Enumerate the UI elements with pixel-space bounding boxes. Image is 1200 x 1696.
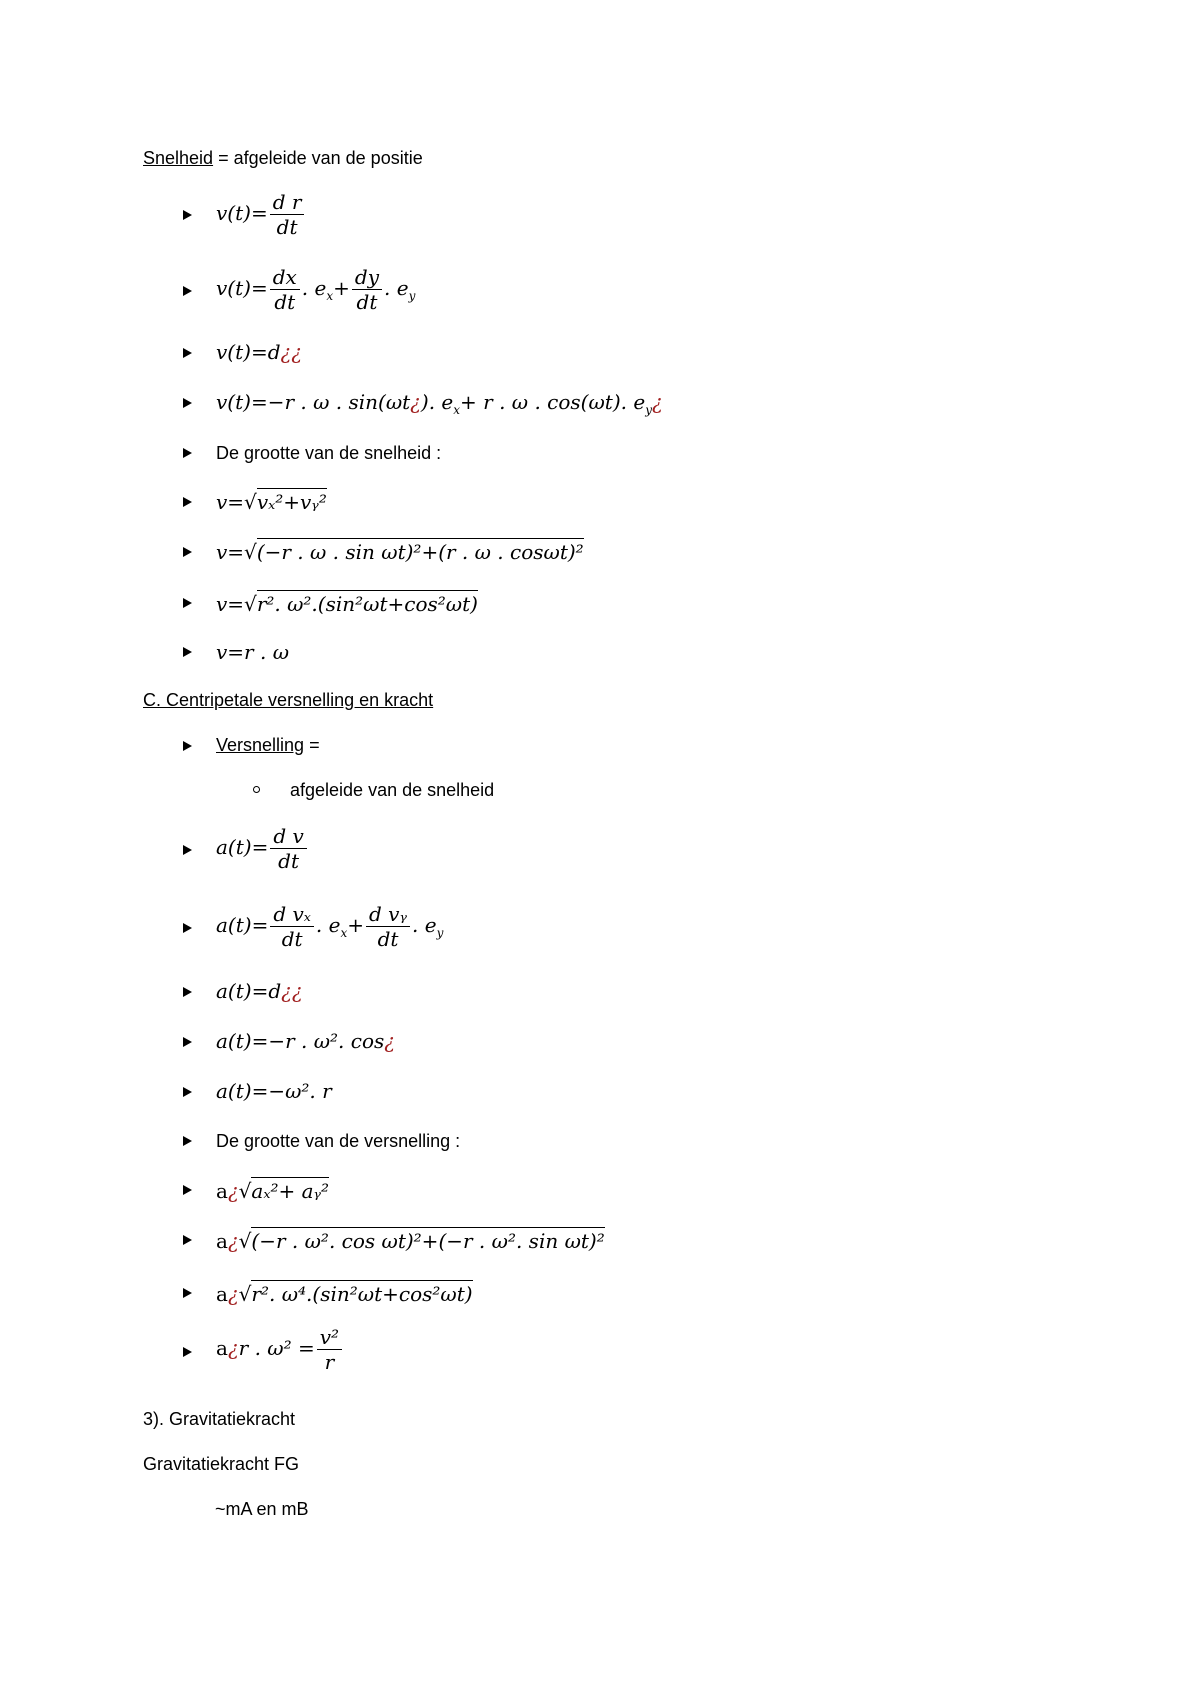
fraction (366, 902, 410, 951)
velocity-mag-3 (216, 590, 478, 616)
eq-lhs: v=√ (216, 490, 257, 514)
bullet-icon (183, 497, 192, 507)
velocity-heading-underlined: Snelheid (143, 148, 214, 168)
acceleration-subitem: afgeleide van de snelheid (290, 780, 495, 800)
eq-lhs: v=√ (216, 592, 257, 616)
bullet-icon (183, 741, 192, 751)
velocity-mag-4: v=r . ω (216, 640, 289, 664)
fraction-den: r (324, 1350, 335, 1374)
eq-part: . e (384, 276, 409, 300)
velocity-eq-4: v(t)=−r . ω . sin(ωt¿). $e_x+ r$ . ω . cos(ωt). $e_y¿$ (216, 390, 663, 417)
fraction-num: d vᵧ (366, 902, 410, 927)
bullet-icon (183, 845, 192, 855)
acceleration-eq-3 (216, 979, 303, 1003)
acceleration-eq-4 (216, 1029, 395, 1053)
fraction-num: d vₓ (270, 902, 314, 927)
bullet-icon (183, 348, 192, 358)
eq-part: a (216, 1179, 228, 1203)
eq-part: . e (412, 913, 437, 937)
bullet-icon (183, 448, 192, 458)
eq-glitch: ¿ (410, 390, 421, 414)
eq-glitch: ¿ (227, 1179, 239, 1203)
bullet-icon (183, 647, 192, 657)
fraction-den: dt (281, 927, 303, 951)
eq-part: a (216, 1229, 228, 1253)
eq-lhs: a(t)=d (216, 979, 282, 1003)
bullet-icon (183, 598, 192, 608)
eq-glitch: ¿¿ (280, 340, 302, 364)
fraction-num: dy (352, 265, 382, 290)
velocity-mag-2 (216, 538, 584, 564)
radicand: (−r . ω . sin ωt)²+(r . ω . cosωt)² (256, 540, 584, 564)
radicand: vₓ²+vᵧ² (256, 490, 327, 514)
circle-bullet-icon (253, 786, 260, 793)
bullet-icon (183, 1347, 192, 1357)
fraction-den: dt (278, 849, 299, 873)
acceleration-term: Versnelling (216, 735, 305, 755)
eq-glitch: ¿ (384, 1029, 395, 1053)
eq-glitch: ¿ (227, 1282, 239, 1306)
gravity-heading: 3). Gravitatiekracht (143, 1409, 296, 1429)
bullet-icon (183, 1136, 192, 1146)
eq-part: √ (238, 1282, 252, 1306)
bullet-icon (183, 1288, 192, 1298)
fraction-num: d v (270, 824, 306, 849)
fraction (317, 1325, 342, 1374)
fraction-den: dt (276, 215, 298, 239)
velocity-mag-1 (216, 488, 327, 514)
eq-part: . e (315, 913, 341, 937)
eq-part: . e (301, 276, 327, 300)
bullet-icon (183, 398, 192, 408)
bullet-icon (183, 1087, 192, 1097)
bullet-icon (183, 547, 192, 557)
velocity-magnitude-label: De grootte van de snelheid : (216, 443, 442, 463)
eq-lhs: v(t)= (216, 201, 268, 225)
fraction-num: dx (270, 265, 300, 290)
eq-lhs: v=√ (216, 540, 257, 564)
radicand: r². ω⁴.(sin²ωt+cos²ωt) (251, 1282, 473, 1306)
acceleration-definition (216, 735, 320, 756)
bullet-icon (183, 923, 192, 933)
acceleration-mag-3 (216, 1280, 473, 1306)
velocity-eq-2: v(t)= $\frac{dx}{dt}$ . $e_x+$ $\frac{dy}{dt}$ . $e_y$ (216, 265, 416, 314)
radicand: r². ω².(sin²ωt+cos²ωt) (256, 592, 478, 616)
eq-glitch: ¿ (227, 1336, 239, 1360)
bullet-icon (183, 286, 192, 296)
velocity-eq-1 (216, 190, 306, 239)
eq-part: r . ω² = (238, 1336, 315, 1360)
bullet-icon (183, 210, 192, 220)
eq-lhs: a(t)= (216, 835, 269, 859)
eq-part: ). e (420, 390, 454, 414)
fraction-den: dt (356, 290, 378, 314)
radicand: (−r . ω². cos ωt)²+(−r . ω². sin ωt)² (251, 1229, 605, 1253)
section-c-heading: C. Centripetale versnelling en kracht (143, 690, 434, 710)
eq-part: √ (238, 1179, 252, 1203)
bullet-icon (183, 1235, 192, 1245)
radicand: aₓ²+ aᵧ² (251, 1179, 330, 1203)
eq-glitch: ¿ (651, 390, 663, 414)
gravity-line-2: ~mA en mB (215, 1499, 309, 1519)
acceleration-eq-1 (216, 824, 309, 873)
eq-lhs: a(t)= (216, 913, 269, 937)
fraction-num: v² (317, 1325, 342, 1350)
fraction (270, 902, 314, 951)
velocity-heading-rest: = afgeleide van de positie (213, 148, 423, 168)
eq-glitch: ¿¿ (281, 979, 303, 1003)
bullet-icon (183, 1037, 192, 1047)
acceleration-eq-2: a(t)= $\frac{\text{d vₓ}}{dt}$ . $e_x+$ $\frac{\text{d vᵧ}}{dt}$ . $e_y$ (216, 902, 444, 951)
acceleration-magnitude-label: De grootte van de versnelling : (216, 1131, 461, 1151)
eq-part: a(t)=−r . ω². cos (216, 1029, 385, 1053)
eq-lhs: v(t)=d (216, 340, 281, 364)
fraction (270, 265, 300, 314)
gravity-line-1: Gravitatiekracht FG (143, 1454, 300, 1474)
eq-part: v(t)=−r . ω . sin(ωt (216, 390, 411, 414)
eq-part: a (216, 1336, 228, 1360)
eq-part: √ (238, 1229, 252, 1253)
eq-part: + (333, 276, 350, 300)
bullet-icon (183, 987, 192, 997)
fraction-den: dt (274, 290, 296, 314)
eq-part: + (347, 913, 364, 937)
acceleration-mag-2 (216, 1227, 605, 1253)
acceleration-mag-1 (216, 1177, 329, 1203)
bullet-icon (183, 1185, 192, 1195)
eq-glitch: ¿ (227, 1229, 239, 1253)
fraction-num: d r (270, 190, 305, 215)
eq-part: + r . ω . cos(ωt). e (460, 390, 646, 414)
acceleration-mag-4 (216, 1325, 344, 1374)
acceleration-eq-5: a(t)=−ω². r (216, 1079, 332, 1103)
fraction (270, 190, 305, 239)
acceleration-equals: = (304, 735, 320, 755)
eq-part: a (216, 1282, 228, 1306)
eq-lhs: v(t)= (216, 276, 268, 300)
fraction (352, 265, 382, 314)
fraction-den: dt (377, 927, 399, 951)
velocity-eq-3 (216, 340, 302, 364)
velocity-heading (143, 148, 423, 169)
fraction (270, 824, 306, 873)
